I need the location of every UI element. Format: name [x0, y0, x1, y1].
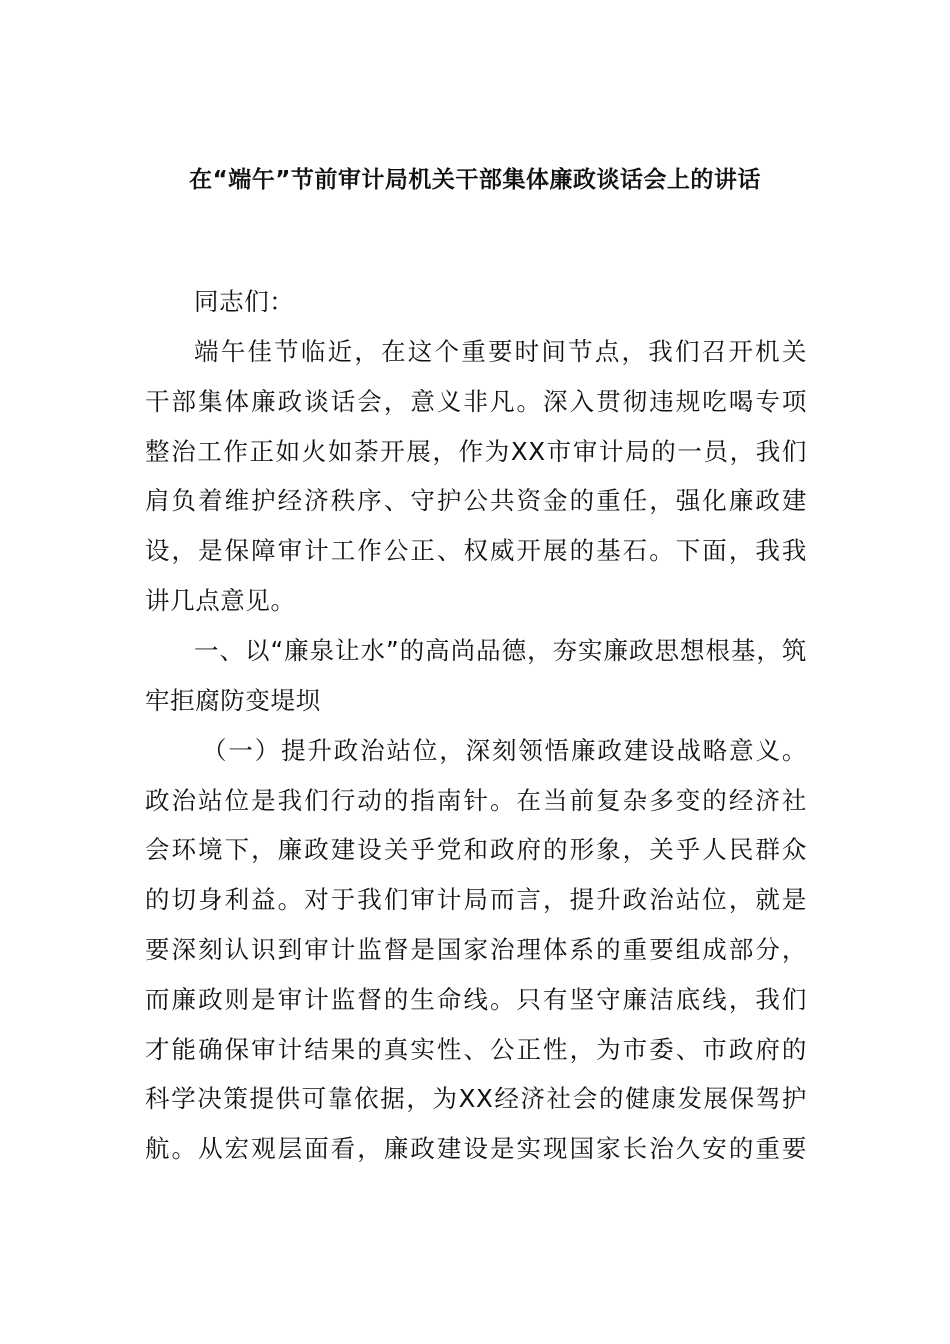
paragraph-line: 的切身利益。对于我们审计局而言，提升政治站位，就是 — [145, 885, 807, 914]
paragraph-line: 会环境下，廉政建设关乎党和政府的形象，关乎人民群众 — [145, 835, 807, 864]
paragraph-line: 要深刻认识到审计监督是国家治理体系的重要组成部分， — [145, 935, 807, 964]
paragraph-line: 干部集体廉政谈话会，意义非凡。深入贯彻违规吃喝专项 — [145, 387, 807, 416]
paragraph-line: 而廉政则是审计监督的生命线。只有坚守廉洁底线，我们 — [145, 985, 807, 1014]
subsection-heading-line: （一）提升政治站位，深刻领悟廉政建设战略意义。 — [202, 736, 807, 765]
paragraph-line: 航。从宏观层面看，廉政建设是实现国家长治久安的重要 — [145, 1134, 807, 1163]
section-heading-line: 牢拒腐防变堤坝 — [145, 686, 321, 715]
paragraph-line: 科学决策提供可靠依据，为XX经济社会的健康发展保驾护 — [145, 1084, 807, 1113]
paragraph-line: 才能确保审计结果的真实性、公正性，为市委、市政府的 — [145, 1035, 807, 1064]
paragraph-line: 设，是保障审计工作公正、权威开展的基石。下面，我我 — [145, 536, 807, 565]
section-heading-line: 一、以“廉泉让水”的高尚品德，夯实廉政思想根基，筑 — [194, 636, 807, 665]
paragraph-line: 政治站位是我们行动的指南针。在当前复杂多变的经济社 — [145, 786, 807, 815]
paragraph-line: 肩负着维护经济秩序、守护公共资金的重任，强化廉政建 — [145, 486, 807, 515]
paragraph-line: 端午佳节临近，在这个重要时间节点，我们召开机关 — [194, 337, 807, 366]
paragraph-line: 讲几点意见。 — [145, 586, 296, 615]
document-title: 在“端午”节前审计局机关干部集体廉政谈话会上的讲话 — [189, 167, 761, 193]
paragraph-line: 整治工作正如火如荼开展，作为XX市审计局的一员，我们 — [145, 437, 807, 466]
salutation: 同志们： — [194, 287, 295, 316]
